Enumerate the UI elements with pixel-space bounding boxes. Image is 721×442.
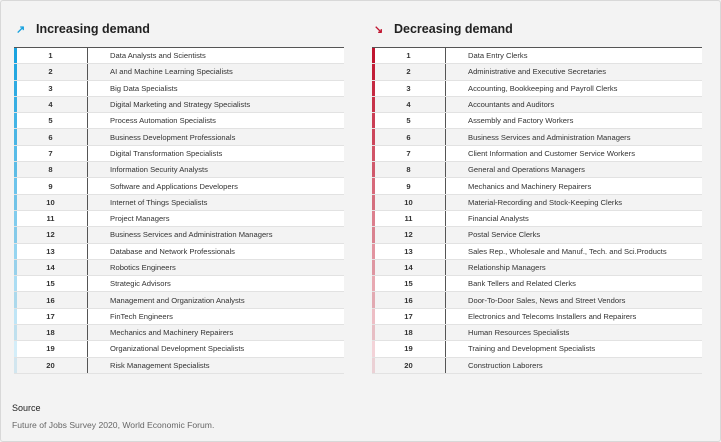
row-rank: 16	[14, 292, 88, 307]
row-accent-bar	[14, 244, 17, 259]
row-rank: 20	[14, 358, 88, 373]
row-job-title: Process Automation Specialists	[110, 116, 216, 126]
table-row	[14, 195, 344, 211]
row-rank: 13	[372, 244, 446, 259]
row-rank: 9	[14, 178, 88, 193]
row-job-title: Bank Tellers and Related Clerks	[468, 279, 576, 289]
table-row	[14, 81, 344, 97]
row-rank: 13	[14, 244, 88, 259]
table-row	[372, 97, 702, 113]
table-row	[14, 162, 344, 178]
row-accent-bar	[372, 292, 375, 307]
table-row	[372, 292, 702, 308]
row-job-title: Client Information and Customer Service Workers	[468, 148, 635, 158]
row-accent-bar	[372, 81, 375, 96]
table-row	[14, 178, 344, 194]
row-rank: 7	[14, 146, 88, 161]
row-job-title: Human Resources Specialists	[468, 328, 570, 338]
row-accent-bar	[14, 325, 17, 340]
row-rank: 8	[14, 162, 88, 177]
row-rank: 5	[372, 113, 446, 128]
decreasing-demand-title: Decreasing demand	[394, 22, 513, 36]
row-accent-bar	[372, 146, 375, 161]
table-row	[372, 341, 702, 357]
row-job-title: Door-To-Door Sales, News and Street Vendors	[468, 295, 626, 305]
row-rank: 1	[14, 48, 88, 63]
row-accent-bar	[372, 48, 375, 63]
row-accent-bar	[14, 113, 17, 128]
table-row	[14, 211, 344, 227]
row-rank: 11	[372, 211, 446, 226]
decreasing-demand-panel	[372, 11, 702, 374]
row-accent-bar	[372, 211, 375, 226]
row-accent-bar	[14, 211, 17, 226]
row-job-title: Accountants and Auditors	[468, 100, 555, 110]
row-job-title: Relationship Managers	[468, 263, 546, 272]
row-rank: 17	[372, 309, 446, 324]
row-job-title: Project Managers	[110, 214, 170, 224]
row-accent-bar	[372, 97, 375, 112]
row-accent-bar	[14, 309, 17, 324]
row-accent-bar	[14, 276, 17, 291]
row-job-title: Risk Management Specialists	[110, 360, 210, 370]
table-row	[14, 129, 344, 145]
row-job-title: Financial Analysts	[468, 214, 529, 224]
source-label: Source	[12, 403, 41, 413]
row-rank: 18	[372, 325, 446, 340]
table-row	[372, 276, 702, 292]
table-row	[372, 358, 702, 374]
row-accent-bar	[372, 162, 375, 177]
row-rank: 12	[14, 227, 88, 242]
table-row	[14, 146, 344, 162]
table-row	[372, 48, 702, 64]
row-accent-bar	[14, 48, 17, 63]
row-job-title: AI and Machine Learning Specialists	[110, 67, 233, 77]
row-job-title: Material-Recording and Stock-Keeping Clerks	[468, 197, 623, 207]
row-rank: 19	[372, 341, 446, 356]
row-job-title: Assembly and Factory Workers	[468, 116, 574, 126]
table-row	[372, 227, 702, 243]
table-row	[372, 178, 702, 194]
row-accent-bar	[372, 341, 375, 356]
row-job-title: Organizational Development Specialists	[110, 344, 245, 354]
row-job-title: Data Entry Clerks	[468, 51, 528, 61]
row-job-title: Information Security Analysts	[110, 165, 208, 175]
row-rank: 6	[14, 129, 88, 144]
row-accent-bar	[14, 64, 17, 79]
row-job-title: Digital Marketing and Strategy Specialists	[110, 100, 251, 110]
table-row	[14, 97, 344, 113]
decreasing-demand-header	[372, 11, 702, 47]
table-row	[14, 244, 344, 260]
row-job-title: Business Development Professionals	[110, 132, 236, 142]
row-accent-bar	[372, 276, 375, 291]
table-row	[372, 146, 702, 162]
table-row	[14, 358, 344, 374]
row-job-title: Training and Development Specialists	[468, 344, 596, 354]
row-rank: 2	[14, 64, 88, 79]
row-accent-bar	[14, 162, 17, 177]
row-accent-bar	[14, 178, 17, 193]
row-rank: 16	[372, 292, 446, 307]
row-rank: 14	[372, 260, 446, 275]
table-row	[372, 195, 702, 211]
row-accent-bar	[372, 260, 375, 275]
row-rank: 7	[372, 146, 446, 161]
table-row	[14, 227, 344, 243]
row-rank: 15	[14, 276, 88, 291]
table-row	[14, 309, 344, 325]
row-accent-bar	[372, 64, 375, 79]
table-row	[372, 260, 702, 276]
row-job-title: Internet of Things Specialists	[110, 197, 208, 207]
row-job-title: FinTech Engineers	[110, 311, 173, 321]
row-job-title: General and Operations Managers	[468, 165, 585, 175]
table-row	[372, 325, 702, 341]
table-row	[14, 113, 344, 129]
row-accent-bar	[372, 358, 375, 373]
table-row	[372, 64, 702, 80]
increasing-demand-panel	[14, 11, 344, 374]
table-row	[14, 325, 344, 341]
row-rank: 12	[372, 227, 446, 242]
source-block	[12, 403, 214, 430]
table-row	[14, 48, 344, 64]
row-job-title: Business Services and Administration Managers	[468, 132, 631, 142]
row-accent-bar	[14, 129, 17, 144]
table-row	[372, 309, 702, 325]
arrow-down-right-icon: ↘	[374, 23, 384, 36]
row-rank: 11	[14, 211, 88, 226]
row-rank: 10	[372, 195, 446, 210]
row-accent-bar	[14, 227, 17, 242]
row-rank: 19	[14, 341, 88, 356]
source-text: Future of Jobs Survey 2020, World Economic Forum.	[12, 420, 215, 430]
increasing-demand-table	[14, 47, 344, 374]
row-accent-bar	[14, 358, 17, 373]
table-row	[372, 162, 702, 178]
increasing-demand-header	[14, 11, 344, 47]
row-accent-bar	[372, 129, 375, 144]
table-row	[14, 64, 344, 80]
row-rank: 2	[372, 64, 446, 79]
row-accent-bar	[372, 195, 375, 210]
row-rank: 14	[14, 260, 88, 275]
row-accent-bar	[14, 341, 17, 356]
row-accent-bar	[372, 325, 375, 340]
decreasing-demand-table	[372, 47, 702, 374]
row-accent-bar	[372, 113, 375, 128]
row-rank: 10	[14, 195, 88, 210]
row-accent-bar	[372, 227, 375, 242]
row-accent-bar	[14, 81, 17, 96]
row-job-title: Big Data Specialists	[110, 83, 178, 93]
row-job-title: Business Services and Administration Managers	[110, 230, 273, 240]
row-job-title: Accounting, Bookkeeping and Payroll Clerks	[468, 83, 618, 93]
row-job-title: Mechanics and Machinery Repairers	[468, 181, 592, 191]
row-rank: 9	[372, 178, 446, 193]
row-accent-bar	[372, 244, 375, 259]
arrow-up-right-icon: ↗	[16, 23, 26, 36]
row-accent-bar	[372, 178, 375, 193]
row-accent-bar	[14, 292, 17, 307]
row-job-title: Software and Applications Developers	[110, 181, 238, 191]
row-rank: 4	[372, 97, 446, 112]
row-accent-bar	[14, 260, 17, 275]
row-accent-bar	[14, 146, 17, 161]
table-row	[372, 129, 702, 145]
row-rank: 17	[14, 309, 88, 324]
row-accent-bar	[14, 195, 17, 210]
row-job-title: Management and Organization Analysts	[110, 295, 245, 305]
row-job-title: Strategic Advisors	[110, 279, 171, 289]
row-job-title: Digital Transformation Specialists	[110, 148, 223, 158]
row-accent-bar	[372, 309, 375, 324]
table-row	[372, 244, 702, 260]
increasing-demand-title: Increasing demand	[36, 22, 150, 36]
table-row	[14, 292, 344, 308]
row-accent-bar	[14, 97, 17, 112]
row-rank: 3	[372, 81, 446, 96]
row-rank: 18	[14, 325, 88, 340]
table-row	[14, 276, 344, 292]
row-rank: 4	[14, 97, 88, 112]
row-rank: 20	[372, 358, 446, 373]
row-rank: 1	[372, 48, 446, 63]
row-rank: 6	[372, 129, 446, 144]
row-job-title: Mechanics and Machinery Repairers	[110, 328, 234, 338]
row-job-title: Postal Service Clerks	[468, 230, 541, 240]
row-rank: 3	[14, 81, 88, 96]
row-job-title: Construction Laborers	[468, 360, 543, 370]
row-rank: 8	[372, 162, 446, 177]
table-row	[14, 260, 344, 276]
row-job-title: Sales Rep., Wholesale and Manuf., Tech. and Sci.Products	[468, 246, 667, 256]
row-job-title: Data Analysts and Scientists	[110, 51, 206, 61]
row-rank: 15	[372, 276, 446, 291]
row-job-title: Electronics and Telecoms Installers and Repairers	[468, 311, 637, 321]
row-rank: 5	[14, 113, 88, 128]
row-job-title: Administrative and Executive Secretaries	[468, 67, 607, 77]
table-row	[372, 81, 702, 97]
table-row	[372, 211, 702, 227]
table-row	[14, 341, 344, 357]
row-job-title: Robotics Engineers	[110, 263, 176, 272]
row-job-title: Database and Network Professionals	[110, 246, 235, 256]
table-row	[372, 113, 702, 129]
